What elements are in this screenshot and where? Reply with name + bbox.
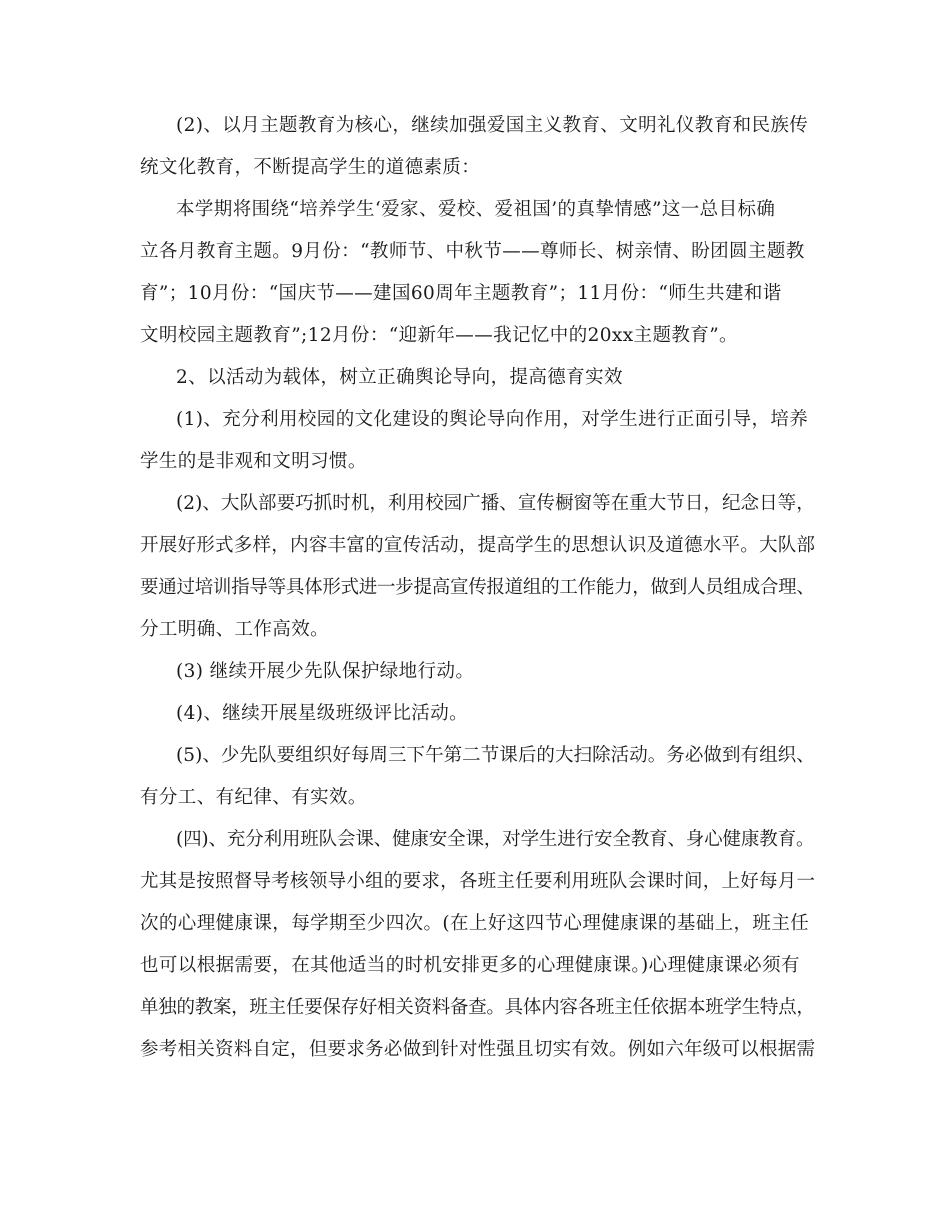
text-line: 2、以活动为载体，树立正确舆论导向，提高德育实效 bbox=[176, 367, 623, 388]
text-line: 育”；10月份：“国庆节——建国60周年主题教育”；11月份：“师生共建和谐 bbox=[140, 283, 782, 304]
text-line: (四)、充分利用班队会课、健康安全课，对学生进行安全教育、身心健康教育。 bbox=[176, 829, 815, 850]
text-line: 统文化教育，不断提高学生的道德素质： bbox=[140, 157, 481, 178]
text-line: 也可以根据需要，在其他适当的时机安排更多的心理健康课。)心理健康课必须有 bbox=[140, 955, 800, 976]
text-line: 文明校园主题教育”;12月份：“迎新年——我记忆中的20xx主题教育”。 bbox=[140, 325, 738, 346]
text-line: 学生的是非观和文明习惯。 bbox=[140, 451, 367, 472]
text-line: 要通过培训指导等具体形式进一步提高宣传报道组的工作能力，做到人员组成合理、 bbox=[140, 577, 815, 598]
text-line: 参考相关资料自定，但要求务必做到针对性强且切实有效。例如六年级可以根据需 bbox=[140, 1039, 816, 1060]
text-line: 开展好形式多样，内容丰富的宣传活动，提高学生的思想认识及道德水平。大队部 bbox=[140, 535, 816, 556]
text-line: 单独的教案，班主任要保存好相关资料备查。具体内容各班主任依据本班学生特点， bbox=[140, 997, 815, 1018]
text-line: (2)、以月主题教育为核心，继续加强爱国主义教育、文明礼仪教育和民族传 bbox=[176, 115, 809, 136]
text-line: 次的心理健康课，每学期至少四次。(在上好这四节心理健康课的基础上，班主任 bbox=[140, 913, 810, 934]
text-line: 本学期将围绕“培养学生‘爱家、爱校、爱祖国’的真挚情感”这一总目标确 bbox=[176, 199, 776, 220]
text-line: 立各月教育主题。9月份：“教师节、中秋节——尊师长、树亲情、盼团圆主题教 bbox=[140, 241, 805, 262]
text-line: (2)、大队部要巧抓时机，利用校园广播、宣传橱窗等在重大节日，纪念日等， bbox=[176, 493, 815, 514]
text-line: (5)、少先队要组织好每周三下午第二节课后的大扫除活动。务必做到有组织、 bbox=[176, 745, 815, 766]
text-line: 尤其是按照督导考核领导小组的要求，各班主任要利用班队会课时间，上好每月一 bbox=[140, 871, 816, 892]
text-line: (1)、充分利用校园的文化建设的舆论导向作用，对学生进行正面引导，培养 bbox=[176, 409, 809, 430]
text-line: (4)、继续开展星级班级评比活动。 bbox=[176, 703, 469, 724]
text-line: 有分工、有纪律、有实效。 bbox=[140, 787, 367, 808]
text-line: 分工明确、工作高效。 bbox=[140, 619, 330, 640]
text-line: (3) 继续开展少先队保护绿地行动。 bbox=[176, 661, 475, 682]
